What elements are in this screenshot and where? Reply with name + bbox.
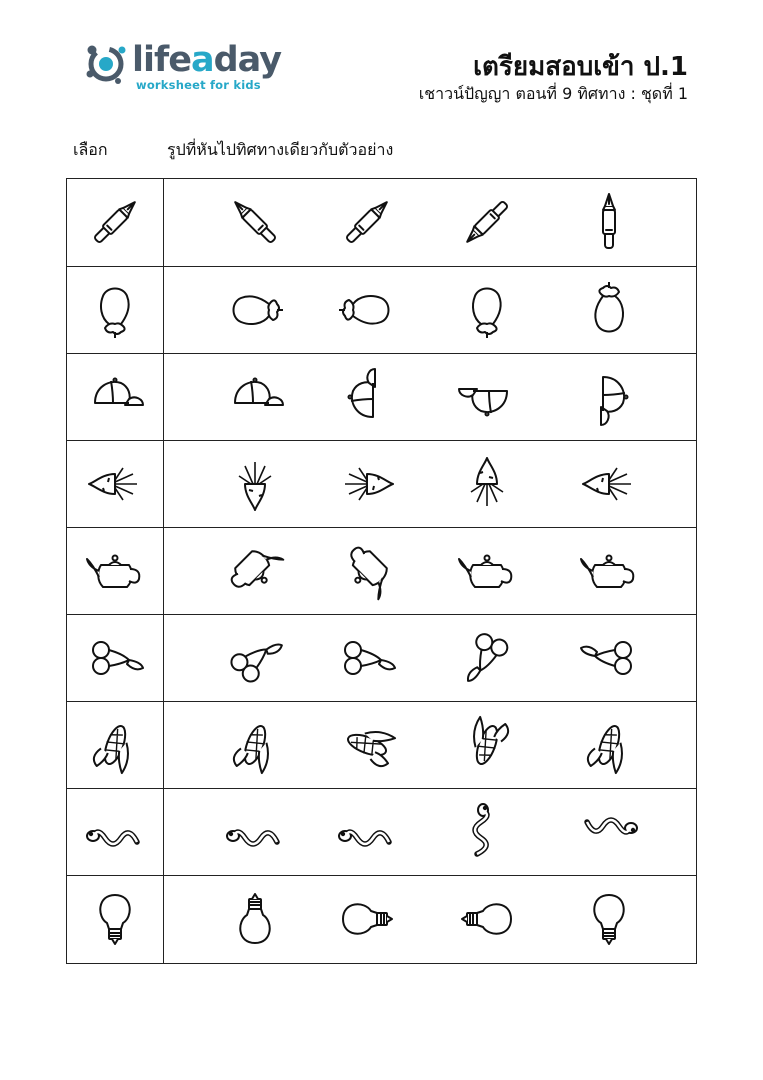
choice-eggplant-2[interactable] bbox=[337, 280, 397, 340]
choice-lightbulb-4[interactable] bbox=[579, 889, 639, 949]
exercise-row bbox=[67, 701, 696, 789]
choice-carrot-1[interactable] bbox=[225, 454, 285, 514]
choice-cherries-1[interactable] bbox=[225, 628, 285, 688]
page-subtitle: เชาวน์ปัญญา ตอนที่ 9 ทิศทาง : ชุดที่ 1 bbox=[418, 84, 688, 103]
eggplant-icon bbox=[85, 280, 145, 340]
snake-icon bbox=[457, 802, 517, 862]
choice-pen-1[interactable] bbox=[225, 192, 285, 252]
corn-icon bbox=[337, 715, 397, 775]
example-snake-icon bbox=[85, 802, 145, 862]
lightbulb-icon bbox=[579, 889, 639, 949]
carrot-icon bbox=[337, 454, 397, 514]
example-lightbulb-icon bbox=[85, 889, 145, 949]
column-divider bbox=[163, 528, 164, 615]
teapot-icon bbox=[457, 541, 517, 601]
cherries-icon bbox=[457, 628, 517, 688]
choice-eggplant-3[interactable] bbox=[457, 280, 517, 340]
eggplant-icon bbox=[457, 280, 517, 340]
cherries-icon bbox=[337, 628, 397, 688]
pen-icon bbox=[579, 192, 639, 252]
choice-snake-4[interactable] bbox=[579, 802, 639, 862]
example-cap-icon bbox=[85, 367, 145, 427]
column-divider bbox=[163, 702, 164, 789]
choice-cherries-4[interactable] bbox=[579, 628, 639, 688]
choice-carrot-3[interactable] bbox=[457, 454, 517, 514]
exercise-grid bbox=[66, 178, 697, 964]
choice-cherries-2[interactable] bbox=[337, 628, 397, 688]
exercise-row bbox=[67, 527, 696, 615]
brand-logo bbox=[82, 38, 282, 98]
pen-icon bbox=[337, 192, 397, 252]
corn-icon bbox=[457, 715, 517, 775]
cap-icon bbox=[337, 367, 397, 427]
example-corn-icon bbox=[85, 715, 145, 775]
page-title: เตรียมสอบเข้า ป.1 bbox=[473, 52, 688, 82]
cap-icon bbox=[85, 367, 145, 427]
choice-lightbulb-3[interactable] bbox=[457, 889, 517, 949]
eggplant-icon bbox=[337, 280, 397, 340]
example-carrot-icon bbox=[85, 454, 145, 514]
lightbulb-icon bbox=[225, 889, 285, 949]
exercise-row bbox=[67, 440, 696, 528]
carrot-icon bbox=[85, 454, 145, 514]
corn-icon bbox=[579, 715, 639, 775]
column-divider bbox=[163, 615, 164, 702]
exercise-row bbox=[67, 266, 696, 354]
carrot-icon bbox=[579, 454, 639, 514]
column-divider bbox=[163, 267, 164, 354]
pen-icon bbox=[457, 192, 517, 252]
cherries-icon bbox=[579, 628, 639, 688]
exercise-row bbox=[67, 353, 696, 441]
exercise-row bbox=[67, 875, 696, 963]
cherries-icon bbox=[225, 628, 285, 688]
snake-icon bbox=[225, 802, 285, 862]
column-divider bbox=[163, 354, 164, 441]
exercise-row bbox=[67, 179, 696, 266]
cap-icon bbox=[457, 367, 517, 427]
snake-icon bbox=[337, 802, 397, 862]
choice-pen-3[interactable] bbox=[457, 192, 517, 252]
choice-carrot-2[interactable] bbox=[337, 454, 397, 514]
column-divider bbox=[163, 179, 164, 266]
carrot-icon bbox=[457, 454, 517, 514]
choice-carrot-4[interactable] bbox=[579, 454, 639, 514]
lightbulb-icon bbox=[457, 889, 517, 949]
brand-name: lifeaday bbox=[132, 40, 282, 80]
example-cherries-icon bbox=[85, 628, 145, 688]
choice-cap-4[interactable] bbox=[579, 367, 639, 427]
exercise-row bbox=[67, 788, 696, 876]
choice-cap-3[interactable] bbox=[457, 367, 517, 427]
snake-icon bbox=[85, 802, 145, 862]
choice-cap-1[interactable] bbox=[225, 367, 285, 427]
choice-snake-1[interactable] bbox=[225, 802, 285, 862]
column-divider bbox=[163, 441, 164, 528]
teapot-icon bbox=[579, 541, 639, 601]
brand-tagline: worksheet for kids bbox=[136, 78, 261, 92]
choice-teapot-1[interactable] bbox=[225, 541, 285, 601]
cherries-icon bbox=[85, 628, 145, 688]
choice-teapot-4[interactable] bbox=[579, 541, 639, 601]
carrot-icon bbox=[225, 454, 285, 514]
eggplant-icon bbox=[225, 280, 285, 340]
choice-pen-2[interactable] bbox=[337, 192, 397, 252]
snake-icon bbox=[579, 802, 639, 862]
choice-corn-4[interactable] bbox=[579, 715, 639, 775]
column-divider bbox=[163, 876, 164, 963]
example-pen-icon bbox=[85, 192, 145, 252]
instruction-text: รูปที่หันไปทิศทางเดียวกับตัวอย่าง bbox=[167, 140, 394, 159]
choice-eggplant-4[interactable] bbox=[579, 280, 639, 340]
example-teapot-icon bbox=[85, 541, 145, 601]
choice-eggplant-1[interactable] bbox=[225, 280, 285, 340]
lightbulb-icon bbox=[337, 889, 397, 949]
choice-teapot-3[interactable] bbox=[457, 541, 517, 601]
corn-icon bbox=[85, 715, 145, 775]
eggplant-icon bbox=[579, 280, 639, 340]
exercise-row bbox=[67, 614, 696, 702]
choice-snake-3[interactable] bbox=[457, 802, 517, 862]
choice-corn-1[interactable] bbox=[225, 715, 285, 775]
logo-mark-icon bbox=[82, 40, 130, 88]
pen-icon bbox=[85, 192, 145, 252]
lightbulb-icon bbox=[85, 889, 145, 949]
choice-corn-3[interactable] bbox=[457, 715, 517, 775]
corn-icon bbox=[225, 715, 285, 775]
example-eggplant-icon bbox=[85, 280, 145, 340]
choice-pen-4[interactable] bbox=[579, 192, 639, 252]
instruction-label: เลือก bbox=[73, 140, 108, 159]
choice-cap-2[interactable] bbox=[337, 367, 397, 427]
choice-teapot-2[interactable] bbox=[337, 541, 397, 601]
cap-icon bbox=[225, 367, 285, 427]
cap-icon bbox=[579, 367, 639, 427]
teapot-icon bbox=[85, 541, 145, 601]
choice-lightbulb-1[interactable] bbox=[225, 889, 285, 949]
choice-snake-2[interactable] bbox=[337, 802, 397, 862]
teapot-icon bbox=[225, 541, 285, 601]
choice-lightbulb-2[interactable] bbox=[337, 889, 397, 949]
pen-icon bbox=[225, 192, 285, 252]
choice-corn-2[interactable] bbox=[337, 715, 397, 775]
column-divider bbox=[163, 789, 164, 876]
teapot-icon bbox=[337, 541, 397, 601]
choice-cherries-3[interactable] bbox=[457, 628, 517, 688]
